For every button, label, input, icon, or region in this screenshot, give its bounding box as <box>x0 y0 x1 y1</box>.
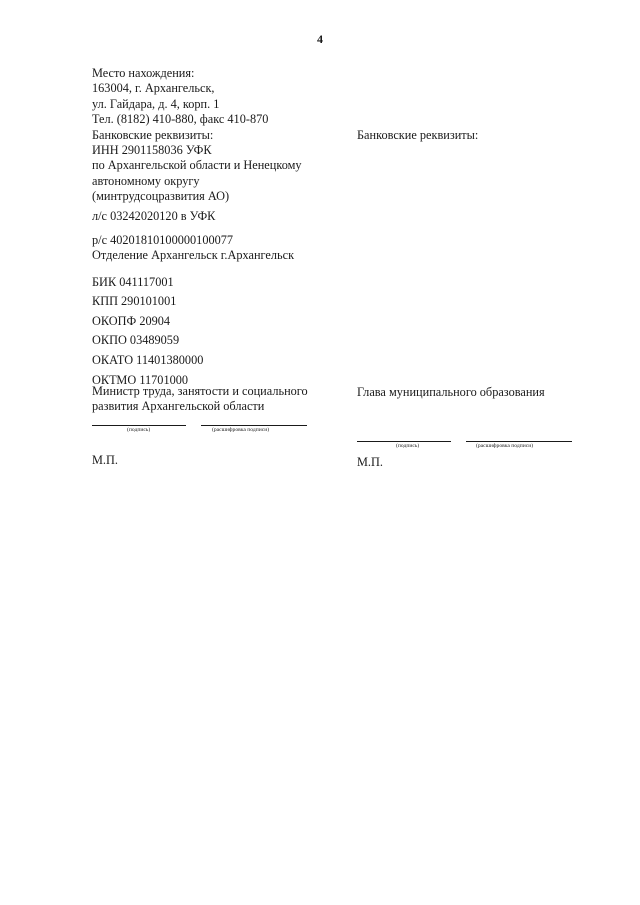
bank-branch: Отделение Архангельск г.Архангельск <box>92 248 295 263</box>
okato-code: ОКАТО 11401380000 <box>92 353 204 368</box>
phone-fax-line: Тел. (8182) 410-880, факс 410-870 <box>92 112 269 127</box>
signatory-title-line: Глава муниципального образования <box>357 385 545 399</box>
left-party-details <box>92 66 342 390</box>
bank-details-label: Банковские реквизиты: <box>92 127 214 142</box>
signatory-title-line: развития Архангельской области <box>92 399 265 414</box>
right-decoding-caption: (расшифровка подписи) <box>476 443 534 449</box>
right-signatory <box>357 385 597 400</box>
oktmo-code: ОКТМО 11701000 <box>92 372 189 387</box>
page-number: 4 <box>317 32 323 46</box>
okopf-code: ОКОПФ 20904 <box>92 313 171 328</box>
personal-account: л/с 03242020120 в УФК <box>92 208 216 223</box>
bank-line: по Архангельской области и Ненецкому <box>92 158 302 173</box>
bik-code: БИК 041117001 <box>92 274 174 289</box>
okpo-code: ОКПО 03489059 <box>92 333 180 348</box>
address-line: ул. Гайдара, д. 4, корп. 1 <box>92 96 220 111</box>
bank-details-label: Банковские реквизиты: <box>357 128 479 142</box>
left-stamp-mark: М.П. <box>92 453 118 467</box>
right-signature-caption: (подпись) <box>396 443 420 449</box>
address-line: 163004, г. Архангельск, <box>92 81 215 96</box>
right-decoding-line <box>466 441 572 442</box>
left-signature-caption: (подпись) <box>127 427 151 433</box>
inn-line: ИНН 2901158036 УФК <box>92 142 212 157</box>
left-signatory <box>92 384 342 415</box>
bank-line: автономному округу <box>92 173 200 188</box>
left-decoding-line <box>201 425 307 426</box>
location-label: Место нахождения: <box>92 66 195 80</box>
left-decoding-caption: (расшифровка подписи) <box>212 427 270 433</box>
bank-line: (минтрудсоцразвития АО) <box>92 189 230 204</box>
kpp-code: КПП 290101001 <box>92 294 177 309</box>
signatory-title-line: Министр труда, занятости и социального <box>92 384 308 398</box>
left-signature-line <box>92 425 186 426</box>
right-party-details <box>357 128 597 143</box>
right-signature-line <box>357 441 451 442</box>
settlement-account: р/с 40201810100000100077 <box>92 232 234 247</box>
right-stamp-mark: М.П. <box>357 455 383 469</box>
